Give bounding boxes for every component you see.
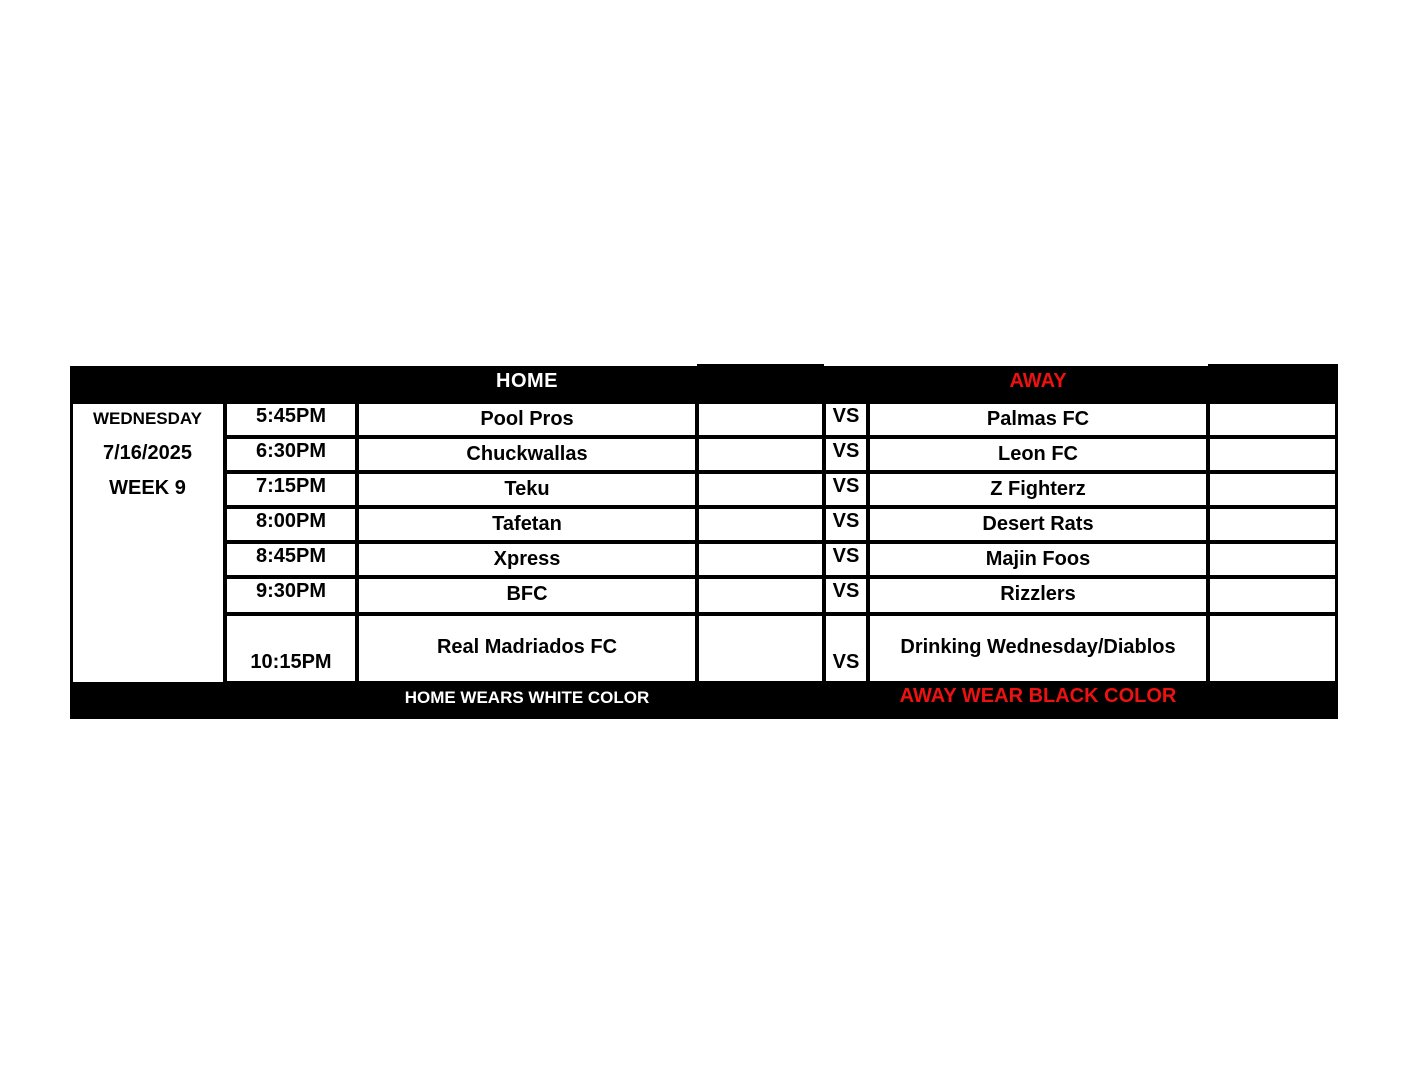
- footer-away-note: AWAY WEAR BLACK COLOR: [899, 685, 1177, 707]
- vs-label: VS: [832, 651, 860, 673]
- home-team: Chuckwallas: [466, 443, 588, 465]
- header-away: AWAY: [1009, 370, 1067, 392]
- notes-home-cell: [699, 439, 822, 470]
- notes-away-cell: [1210, 544, 1335, 575]
- home-team: Teku: [504, 478, 550, 500]
- vs-label: VS: [832, 440, 860, 462]
- away-team: Leon FC: [998, 443, 1078, 465]
- date-label: 7/16/2025: [103, 442, 192, 464]
- game-time: 6:30PM: [255, 440, 327, 462]
- game-time: 5:45PM: [255, 405, 327, 427]
- footer-home-note: HOME WEARS WHITE COLOR: [404, 688, 650, 707]
- home-team: Pool Pros: [480, 408, 574, 430]
- notes-home-cell: [699, 404, 822, 435]
- vs-label: VS: [832, 580, 860, 602]
- vs-label: VS: [832, 510, 860, 532]
- notes-away-cell: [1210, 616, 1335, 681]
- notes-home-cell: [699, 616, 822, 681]
- notes-home-cell: [699, 579, 822, 612]
- header-tab-notes-away: [1208, 364, 1338, 370]
- game-time: 7:15PM: [255, 475, 327, 497]
- header-home: HOME: [496, 370, 558, 392]
- game-time: 8:45PM: [255, 545, 327, 567]
- notes-away-cell: [1210, 579, 1335, 612]
- away-team: Drinking Wednesday/Diablos: [900, 636, 1176, 658]
- game-time: 8:00PM: [255, 510, 327, 532]
- home-team: BFC: [506, 583, 548, 605]
- vs-label: VS: [832, 545, 860, 567]
- home-team: Real Madriados FC: [436, 636, 618, 658]
- notes-home-cell: [699, 509, 822, 540]
- away-team: Desert Rats: [982, 513, 1094, 535]
- away-team: Palmas FC: [986, 408, 1090, 430]
- vs-label: VS: [832, 405, 860, 427]
- notes-home-cell: [699, 544, 822, 575]
- away-team: Z Fighterz: [990, 478, 1086, 500]
- notes-away-cell: [1210, 474, 1335, 505]
- home-team: Xpress: [493, 548, 561, 570]
- header-tab-notes-home: [697, 364, 824, 370]
- week-label: WEEK 9: [109, 477, 186, 499]
- away-team: Rizzlers: [1000, 583, 1076, 605]
- home-team: Tafetan: [492, 513, 562, 535]
- notes-away-cell: [1210, 509, 1335, 540]
- vs-label: VS: [832, 475, 860, 497]
- away-team: Majin Foos: [985, 548, 1091, 570]
- game-time: 10:15PM: [250, 651, 332, 673]
- schedule-table: [70, 366, 1338, 719]
- day-label: WEDNESDAY: [93, 409, 202, 428]
- notes-home-cell: [699, 474, 822, 505]
- notes-away-cell: [1210, 439, 1335, 470]
- game-time: 9:30PM: [255, 580, 327, 602]
- notes-away-cell: [1210, 404, 1335, 435]
